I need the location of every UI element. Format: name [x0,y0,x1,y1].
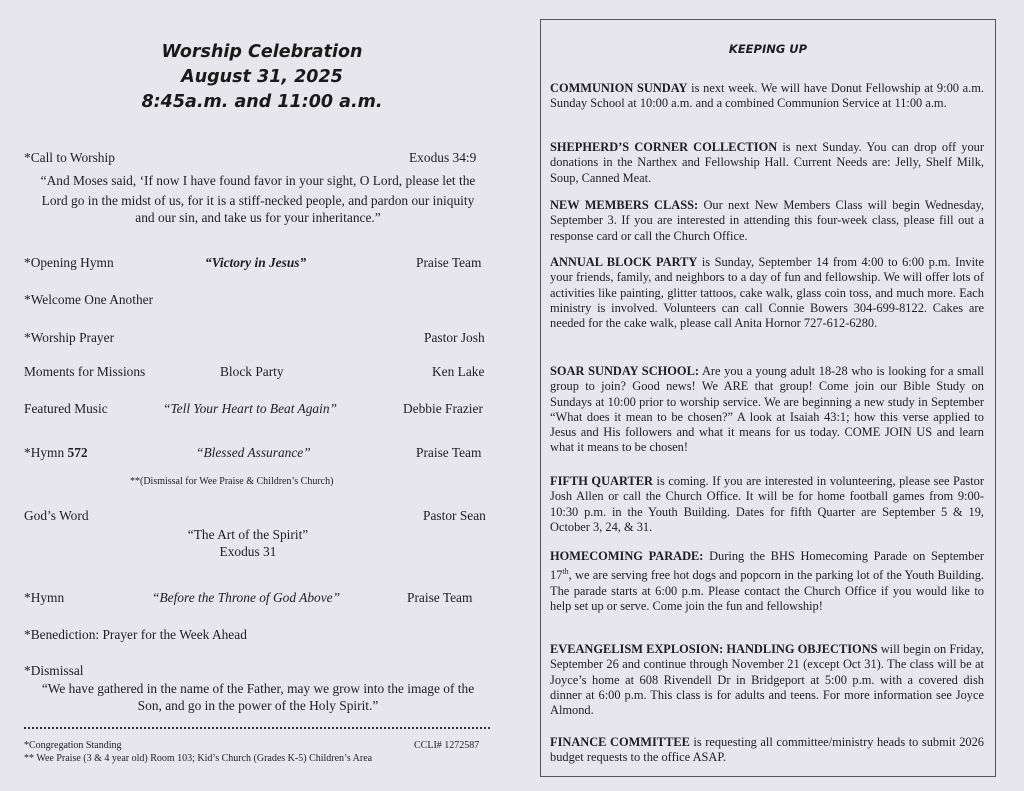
members-body: Our next New Members Class will begin Wednesday, September 3. If you are interested in attending this four-week class, please fill out a response card or call the Church Office. [550,198,985,243]
fifth-body: is coming. If you are interested in volunteering, please see Pastor Josh Allen or call the Church Office. It will be for home football games from 9:00-10:30 p.m. in the Youth Building. Dates for fifth Quarter are September 5 & 19, October 3, 24, & 31. [550,474,985,534]
parade-title: HOMECOMING PARADE: [550,549,704,563]
hymn-1-leader: Praise Team [416,445,482,460]
sermon-title: “The Art of the Spirit” [187,527,309,542]
welcome-label: *Welcome One Another [24,292,154,307]
soar-body: Are you a young adult 18-28 who is looking for a small group to join? Good news! We ARE that group! Come join our Bible Study on Sundays at 10:00 prior to worship service. We are beginning a new study in September “What does it mean to be chosen?” A look at Isaiah 43:1; how this verse applied to Jesus and His followers and what it means for us today. COME JOIN US and learn what it means to be chosen! [550,364,984,455]
gods-word-label: God’s Word [24,508,89,523]
dotted-divider [24,727,490,729]
block-party-item [550,255,984,331]
soar-sunday-school-item [550,364,984,456]
ccli-number: CCLI# 1272587 [414,740,480,751]
communion-title: COMMUNION SUNDAY [550,81,688,95]
benediction: *Benediction: Prayer for the Week Ahead [24,627,247,642]
missions-topic: Block Party [220,364,284,379]
featured-music-title: “Tell Your Heart to Beat Again” [163,401,337,416]
evangelism-item [550,642,984,718]
call-to-worship-label: *Call to Worship [24,150,115,165]
worship-prayer-leader: Pastor Josh [424,330,485,345]
call-quote-line-3: and our sin, and take us for your inheritance.” [135,210,381,225]
communion-sunday-item [550,81,984,112]
evangelism-title: EVEANGELISM EXPLOSION: HANDLING OBJECTIONS [550,642,878,656]
new-members-item [550,198,984,244]
homecoming-parade-item [550,549,984,614]
shepherd-title: SHEPHERD’S CORNER COLLECTION [550,140,778,154]
hymn-1-title: “Blessed Assurance” [196,445,311,460]
footnote-congregation-standing: *Congregation Standing [24,740,122,751]
opening-hymn-leader: Praise Team [416,255,482,270]
finance-title: FINANCE COMMITTEE [550,735,690,749]
worship-title: Worship Celebration [161,42,363,62]
call-to-worship-ref: Exodus 34:9 [409,150,477,165]
fifth-quarter-item [550,474,984,535]
worship-times: 8:45a.m. and 11:00 a.m. [141,92,383,112]
shepherds-corner-item [550,140,984,186]
keeping-up-panel [540,19,996,777]
keeping-up-heading: KEEPING UP [728,42,808,56]
opening-hymn-title: “Victory in Jesus” [205,255,307,270]
footnote-wee-praise: ** Wee Praise (3 & 4 year old) Room 103; Kid’s Church (Grades K-5) Children’s Area [24,753,373,764]
worship-prayer-label: *Worship Prayer [24,330,115,345]
dismissal-note: **(Dismissal for Wee Praise & Children’s Church) [130,476,334,487]
dismissal-quote-line-2: Son, and go in the power of the Holy Spirit.” [137,698,379,713]
members-title: NEW MEMBERS CLASS: [550,198,699,212]
block-body: is Sunday, September 14 from 4:00 to 6:00 p.m. Invite your friends, family, and neighbors to a day of fun and fellowship. We will offer lots of activities like painting, glitter tattoos, cake walk, glass coin toss, and much more. Each ministry is involved. Volunteers can call Connie Bowers 304-699-8122. Cakes are needed for the cake walk, please call Anita Hornor 727-612-6280. [550,255,984,331]
parade-sup: th [562,567,569,577]
featured-music-leader: Debbie Frazier [403,401,483,416]
hymn-1-number: 572 [67,445,88,460]
gods-word-leader: Pastor Sean [423,508,486,523]
block-title: ANNUAL BLOCK PARTY [550,255,698,269]
evangelism-body: will begin on Friday, September 26 and continue through November 21 (except Oct 31). The class will be at Joyce’s home at 608 Rivendell Dr in Bridgeport at 5:00 p.m. with a covered dish dinner at 6:00 p.m. This class is for adults and teens. For more information see Joyce Almond. [550,642,984,718]
call-quote-line-2: Lord go in the midst of us, for it is a stiff-necked people, and pardon our iniquity [41,193,475,208]
hymn-1-label-text: *Hymn [24,445,68,460]
missions-label: Moments for Missions [24,364,146,379]
dismissal-quote-line-1: “We have gathered in the name of the Father, may we grow into the image of the [41,681,475,696]
parade-body-1: During the BHS Homecoming Parade on September 17 [550,549,984,583]
finance-body: is requesting all committee/ministry heads to submit 2026 budget requests to the office ASAP. [550,735,984,765]
hymn-1-label [24,445,88,461]
hymn-2-title: “Before the Throne of God Above” [152,590,341,605]
featured-music-label: Featured Music [24,401,108,416]
communion-body: is next week. We will have Donut Fellowship at 9:00 a.m. Sunday School at 10:00 a.m. and a combined Communion Service at 11:00 a.m. [550,81,984,111]
call-quote-line-1: “And Moses said, ‘If now I have found favor in your sight, O Lord, please let the [40,173,476,188]
shepherd-body: is next Sunday. You can drop off your donations in the Narthex and Fellowship Hall. Current Needs are: Jelly, Shelf Milk, Soup, Canned Meat. [550,140,984,185]
worship-date: August 31, 2025 [181,67,343,87]
opening-hymn-label: *Opening Hymn [24,255,114,270]
hymn-2-leader: Praise Team [407,590,473,605]
hymn-2-label: *Hymn [24,590,65,605]
missions-leader: Ken Lake [432,364,485,379]
fifth-title: FIFTH QUARTER [550,474,653,488]
sermon-reference: Exodus 31 [219,544,277,559]
soar-title: SOAR SUNDAY SCHOOL: [550,364,699,378]
finance-committee-item [550,735,984,766]
dismissal-label: *Dismissal [24,663,84,678]
parade-body-2: , we are serving free hot dogs and popcorn in the parking lot of the Youth Building. The parade starts at 6:00 p.m. Please contact the Church Office if you would like to help set up or serve. Come join the fun and fellowship! [550,568,984,614]
